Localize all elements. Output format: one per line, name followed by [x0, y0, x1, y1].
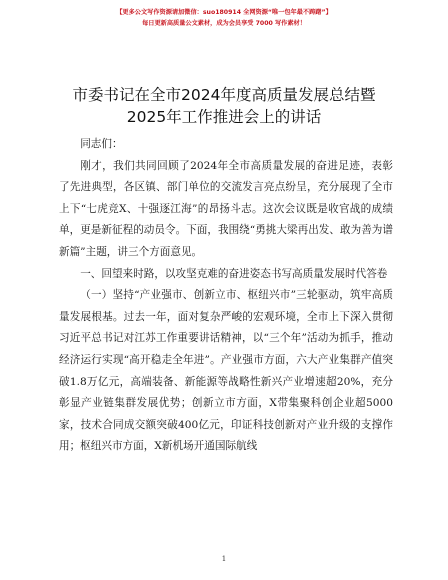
promo-banner-line-2: 每日更新高质量公文素材，成为会员享受 7000 写作素材！ [142, 20, 306, 27]
title-line-2: 2025年工作推进会上的讲话 [126, 108, 322, 126]
title-line-1: 市委书记在全市2024年度高质量发展总结暨 [72, 86, 376, 104]
paragraph-subsection-1: （一）坚持“产业强市、创新立市、枢纽兴市”三轮驱动，筑牢高质量发展根基。过去一年，面对复杂严峻的宏观环境，全市上下深入贯彻习近平总书记对江苏工作重要讲话精神，以“三个年”活动为抓手，推动经济运行实现“高开稳走全年进”。产业强市方面，六大产业集群产值突破1.8万亿元，高端装备、新能源等战略性新兴产业增速超20%，充分彰显产业链集群发展优势；创新立市方面，X带集聚科创企业超5000家，技术合同成交额突破400亿元，印证科技创新对产业升级的支撑作用；枢纽兴市方面，X新机场开通国际航线 [59, 289, 393, 453]
salutation: 同志们： [80, 138, 123, 150]
promo-banner-line-1: 【更多公文写作资源请加微信：suo180914 全网资源“唯一包年最不踌躇”】 [116, 9, 332, 16]
page-number: 1 [221, 555, 227, 563]
document-title [40, 84, 408, 128]
section-heading-1: 一、回望来时路，以攻坚克难的奋进姿态书写高质量发展时代答卷 [80, 267, 388, 280]
paragraph-intro: 刚才，我们共同回顾了2024年全市高质量发展的奋进足迹，表彰了先进典型，各区镇、部门单位的交流发言亮点纷呈，充分展现了全市上下“七虎竞X、十强逐江海”的昂扬斗志。这次会议既是收官战的成绩单，更是新征程的动员令。下面，我围绕“勇挑大梁再出发、敢为善为谱新篇”主题，讲三个方面意见。 [59, 159, 393, 258]
promo-banner [0, 7, 448, 29]
speech-body [59, 134, 393, 458]
